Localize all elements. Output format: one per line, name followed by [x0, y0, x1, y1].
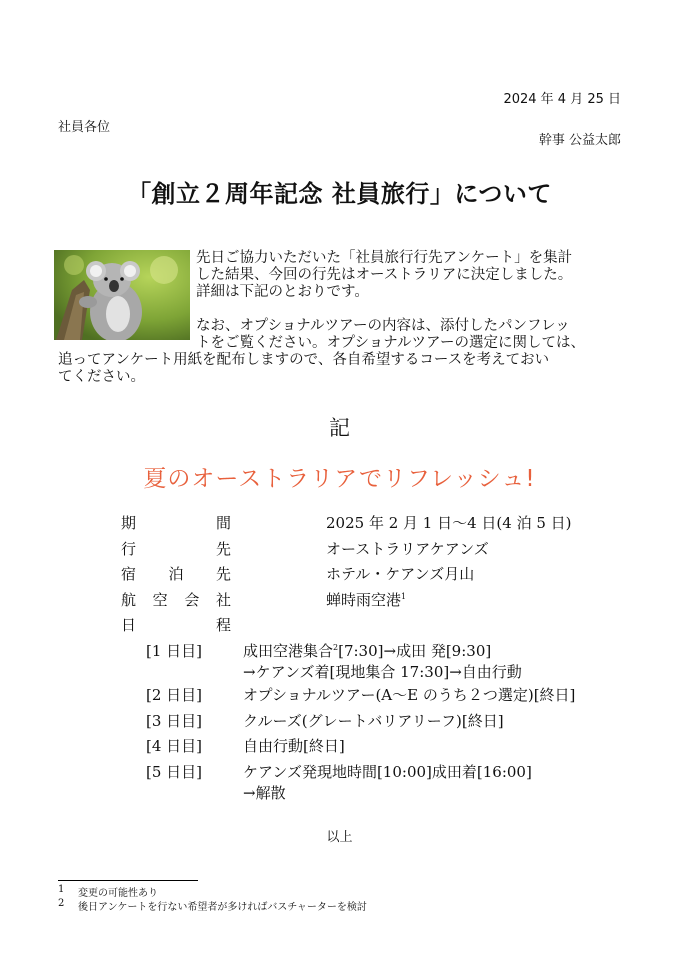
schedule-day: [1 日目] — [146, 642, 203, 660]
intro-paragraph — [196, 250, 572, 301]
document-date: 2024 年 4 月 25 日 — [503, 92, 621, 107]
schedule-description: 成田空港集合$^2$[7:30]→成田 発[9:30] →ケアンズ着[現地集合 17:30]→自由行動 — [243, 642, 522, 681]
text-line: なお、オプショナルツアーの内容は、添付したパンフレッ — [196, 318, 570, 334]
detail-label: 期 間 — [121, 514, 231, 532]
footnote-number: 2 — [58, 898, 65, 909]
footnote-text: 後日アンケートを行ない希望者が多ければバスチャーターを検討 — [78, 902, 367, 913]
text-line: した結果、今回の行先はオーストラリアに決定しました。 — [196, 267, 573, 283]
detail-value: 2025 年 2 月 1 日～4 日(4 泊 5 日) — [326, 514, 572, 532]
ki-heading: 記 — [329, 416, 350, 440]
recipients: 社員各位 — [58, 120, 111, 135]
schedule-day: [5 日目] — [146, 763, 203, 781]
text-line: トをご覧ください。オプショナルツアーの選定に関しては、 — [196, 335, 586, 351]
document-title: 「創立２周年記念 社員旅行」について — [127, 180, 552, 208]
detail-label: 日 程 — [121, 616, 231, 634]
footnote-ref[interactable]: 1 — [401, 592, 407, 601]
detail-label: 宿 泊 先 — [121, 565, 231, 583]
detail-value: 蝉時雨空港$^1$ — [326, 591, 407, 609]
schedule-day: [4 日目] — [146, 737, 203, 755]
schedule-description: オプショナルツアー(A～E のうち２つ選定)[終日] — [243, 686, 576, 704]
text-line: てください。 — [58, 369, 145, 385]
koala-photo — [54, 250, 190, 340]
footnote-number: 1 — [58, 884, 65, 895]
footnote-ref[interactable]: 2 — [333, 643, 339, 652]
schedule-description: ケアンズ発現地時間[10:00]成田着[16:00] →解散 — [243, 763, 532, 802]
detail-value: オーストラリアケアンズ — [326, 540, 489, 558]
schedule-description: クルーズ(グレートバリアリーフ)[終日] — [243, 712, 504, 730]
detail-label: 行 先 — [121, 540, 231, 558]
closing-mark: 以上 — [326, 830, 353, 845]
detail-label: 航 空 会 社 — [121, 591, 231, 609]
text-line: 先日ご協力いただいた「社員旅行行先アンケート」を集計 — [196, 250, 573, 266]
footnote-divider — [58, 880, 198, 881]
trip-headline: 夏のオーストラリアでリフレッシュ! — [143, 466, 536, 492]
note-paragraph — [196, 318, 585, 352]
text-line: 追ってアンケート用紙を配布しますので、各自希望するコースを考えておい — [58, 352, 550, 368]
footnote-text: 変更の可能性あり — [78, 888, 158, 899]
text-line: 詳細は下記のとおりです。 — [196, 284, 369, 300]
detail-value: ホテル・ケアンズ月山 — [326, 565, 475, 583]
schedule-day: [3 日目] — [146, 712, 203, 730]
schedule-day: [2 日目] — [146, 686, 203, 704]
schedule-description: 自由行動[終日] — [243, 737, 345, 755]
sender: 幹事 公益太郎 — [538, 133, 621, 148]
note-paragraph-continued — [58, 352, 549, 386]
